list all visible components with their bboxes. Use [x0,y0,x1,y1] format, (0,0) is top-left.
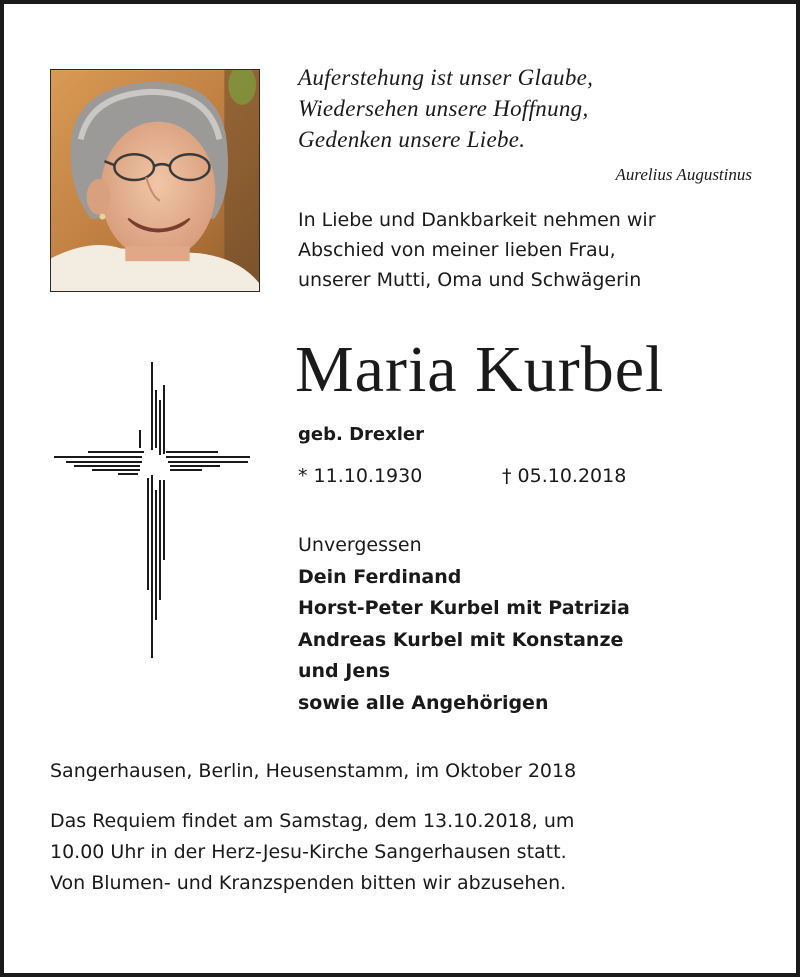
farewell-line: In Liebe und Dankbarkeit nehmen wir [298,209,656,231]
quote-line: Wiedersehen unsere Hoffnung, [298,96,589,121]
farewell-text [298,205,768,295]
mourners-list [298,530,768,719]
portrait-photo [50,69,260,292]
quote-line: Gedenken unsere Liebe. [298,127,526,152]
mourner-name: Horst-Peter Kurbel mit Patrizia [298,597,630,619]
memorial-quote [298,62,768,155]
requiem-line: Von Blumen- und Kranzspenden bitten wir abzusehen. [50,872,567,894]
mourner-name: sowie alle Angehörigen [298,691,549,714]
quote-author: Aurelius Augustinus [615,165,752,184]
farewell-line: Abschied von meiner lieben Frau, [298,239,616,261]
requiem-line: Das Requiem findet am Samstag, dem 13.10.2018, um [50,810,575,832]
requiem-info [50,806,770,899]
death-date: † 05.10.2018 [502,465,627,487]
mourner-name: Andreas Kurbel mit Konstanze [298,628,624,651]
mourners-lead: Unvergessen [298,534,422,556]
quote-line: Auferstehung ist unser Glaube, [298,65,594,90]
deceased-name: Maria Kurbel [295,333,665,406]
mourner-name: und Jens [298,660,391,682]
farewell-line: unserer Mutti, Oma und Schwägerin [298,269,642,291]
cross-icon [52,360,254,660]
birth-date: * 11.10.1930 [298,465,423,487]
mourner-name: Dein Ferdinand [298,565,462,588]
maiden-name: geb. Drexler [298,424,424,445]
place-and-date: Sangerhausen, Berlin, Heusenstamm, im Oktober 2018 [50,760,577,782]
requiem-line: 10.00 Uhr in der Herz-Jesu-Kirche Sangerhausen statt. [50,841,567,863]
